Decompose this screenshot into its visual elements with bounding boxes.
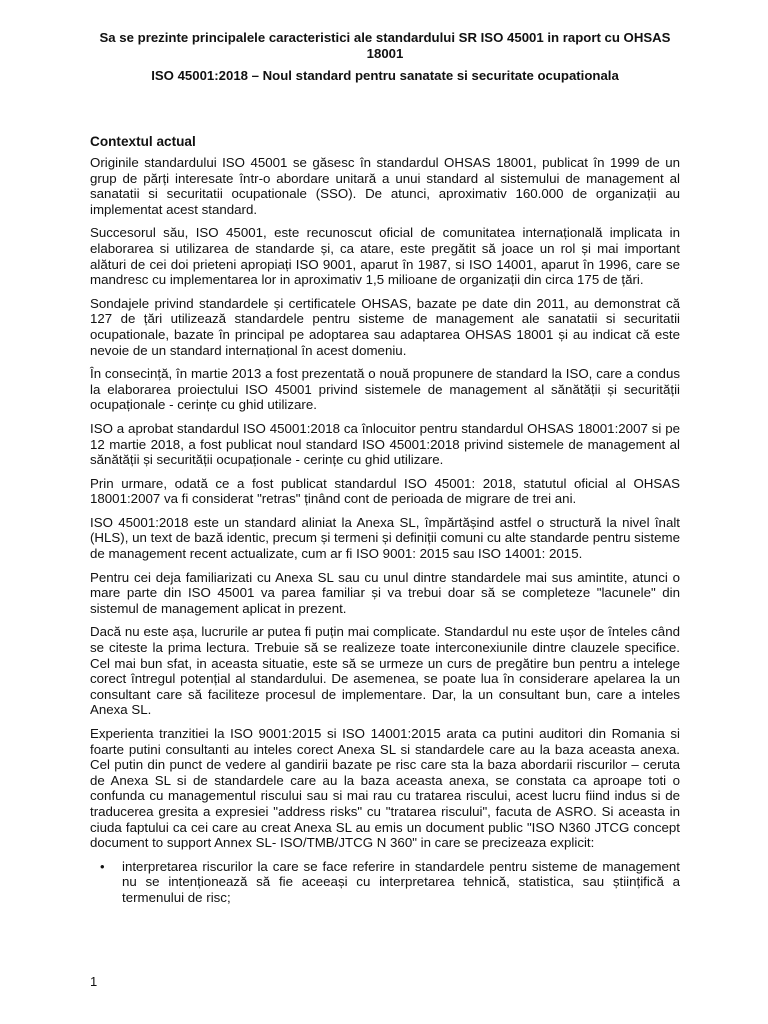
paragraph: ISO 45001:2018 este un standard aliniat la Anexa SL, împărtășind astfel o structură la nivel înalt (HLS), un text de bază identic, precum și termeni și definiții comuni cu alte standarde pentru sisteme de management recent actualizate, cum ar fi ISO 9001: 2015 sau ISO 14001: 2015. — [90, 514, 680, 562]
paragraph: Dacă nu este așa, lucrurile ar putea fi puțin mai complicate. Standardul nu este ușor de înteles când se citeste la prima lectura. Trebuie să se realizeze toate interconexiunile dintre clauzele specifice. Cel mai bun sfat, in aceasta situatie, este să se urmeze un curs de pregătire bun pentru a intelege corect întregul potențial al standardului. De asemenea, se poate lua în considerare apelarea la un consultant care să faciliteze procesul de implementare. Dar, la un consultant bun, care a inteles Anexa SL. — [90, 624, 680, 718]
section-heading: Contextul actual — [90, 134, 196, 149]
paragraph: Originile standardului ISO 45001 se găsesc în standardul OHSAS 18001, publicat în 1999 de un grup de părți interesate într-o abordare unitară a unui standard al sistemului de management al sanatatii si securitatii ocupationale (SSO). De atunci, aproximativ 160.000 de organizații au implementat acest standard. — [90, 155, 680, 217]
paragraph: ISO a aprobat standardul ISO 45001:2018 ca înlocuitor pentru standardul OHSAS 18001:2007 si pe 12 martie 2018, a fost publicat noul standard ISO 45001:2018 privind sistemele de management al sănătății și securității ocupaționale - cerințe cu ghid utilizare. — [90, 420, 680, 468]
page-number: 1 — [90, 974, 98, 989]
bullet-list — [90, 859, 680, 906]
paragraph: În consecință, în martie 2013 a fost prezentată o nouă propunere de standard la ISO, care a condus la elaborarea proiectului ISO 45001 privind sistemele de management al sănătății și securității ocupaționale - cerințe cu ghid utilizare. — [90, 366, 680, 413]
list-item-text: interpretarea riscurilor la care se face referire in standardele pentru sisteme de management nu se intenționează să fie aceeași cu interpretarea tehnică, statistica, sau științifică a termenului de risc; — [122, 858, 680, 905]
bullet-icon: • — [100, 858, 105, 874]
document-subtitle: ISO 45001:2018 – Noul standard pentru sanatate si securitate ocupationala — [151, 68, 619, 83]
document-title: Sa se prezinte principalele caracteristici ale standardului SR ISO 45001 in raport cu OHSAS 18001 — [99, 30, 671, 61]
document-page — [90, 30, 680, 906]
paragraph: Prin urmare, odată ce a fost publicat standardul ISO 45001: 2018, statutul oficial al OHSAS 18001:2007 va fi considerat "retras" ținând cont de perioada de migrare de trei ani. — [90, 475, 680, 507]
paragraph: Pentru cei deja familiarizati cu Anexa SL sau cu unul dintre standardele mai sus amintite, atunci o mare parte din ISO 45001 va parea familiar și va trebui doar să se completeze "lacunele" din sistemul de management aplicat in prezent. — [90, 569, 680, 616]
list-item — [90, 859, 680, 906]
paragraph: Succesorul său, ISO 45001, este recunoscut oficial de comunitatea internațională implicata in elaborarea si utilizarea de standarde și, ca atare, este pregătit să joace un rol și mai important alături de cei doi prieteni apropiați ISO 9001, aparut în 1987, si ISO 14001, aparut în 1996, care se mandresc cu implementarea lor in aproximativ 1,5 milioane de organizații din circa 175 de țări. — [90, 225, 680, 288]
paragraph: Experienta tranzitiei la ISO 9001:2015 si ISO 14001:2015 arata ca putini auditori din Romania si foarte putini consultanti au inteles corect Anexa SL si standardele care au la baza aceasta anexa. Cel putin din punct de vedere al gandirii bazate pe risc care sta la baza abordarii riscurilor – ceruta de Anexa SL si de standardele care au la baza aceasta anexa, se constata ca aproape toti o confunda cu managementul riscului sau si mai rau cu tratarea riscului, acest lucru fiind indus si de traducerea gresita a expresiei "address risks" cu "tratarea riscului", facuta de ASRO. Si aceasta in ciuda faptului ca cei care au creat Anexa SL au emis un document public "ISO N360 JTCG concept document to support Annex SL- ISO/TMB/JTCG N 360" in care se precizeaza explicit: — [90, 726, 680, 851]
paragraph: Sondajele privind standardele și certificatele OHSAS, bazate pe date din 2011, au demonstrat că 127 de țări utilizează standardele pentru sisteme de management ale sanatatii si securitatii ocupationale, bazate în principal pe adoptarea sau adaptarea OHSAS 18001 și au indicat că este nevoie de un standard internațional în acest domeniu. — [90, 295, 680, 358]
